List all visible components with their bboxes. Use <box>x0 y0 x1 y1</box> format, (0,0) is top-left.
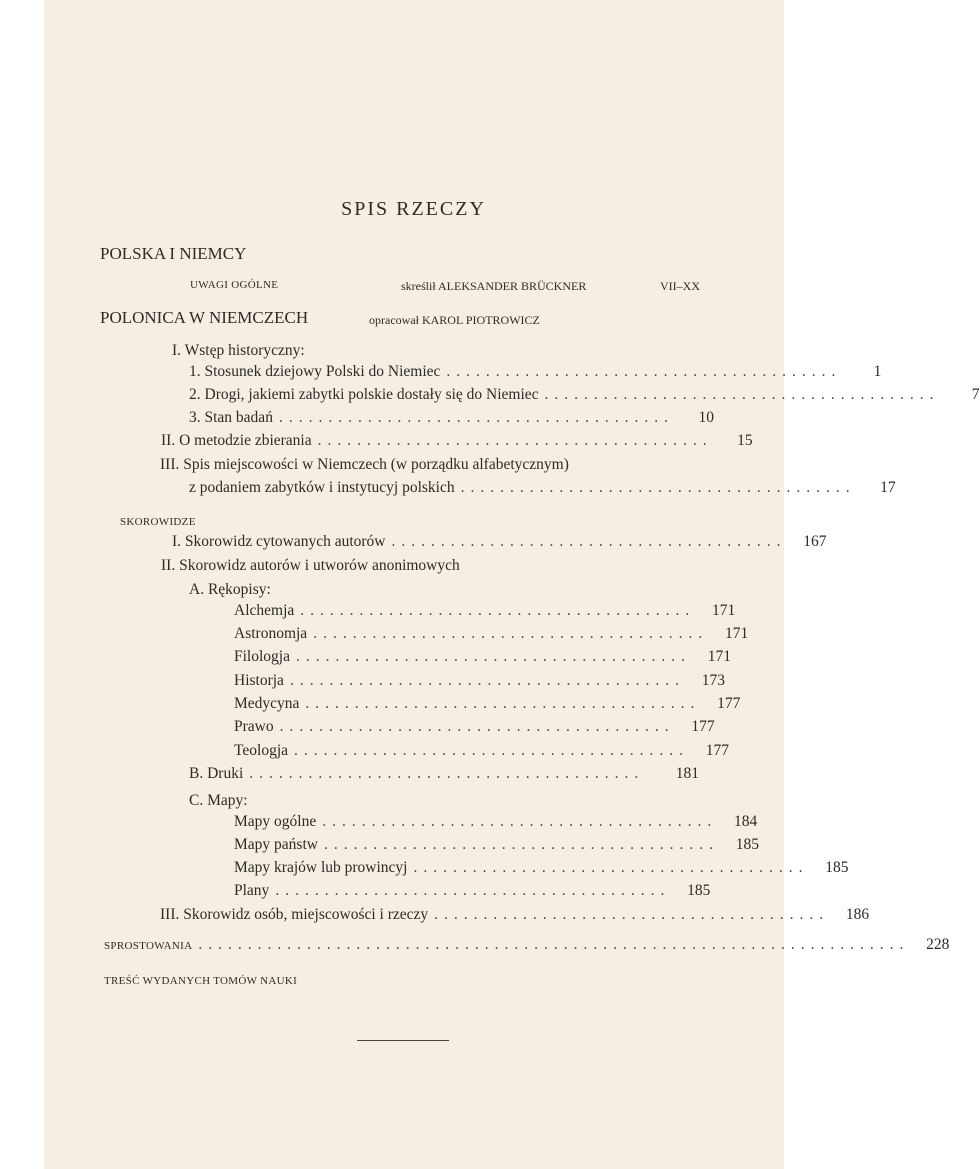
toc-entry-page: 177 <box>691 718 715 735</box>
leader-dots: ........................................ <box>446 363 842 380</box>
toc-entry-label: Historja <box>234 672 284 689</box>
toc-entry-label: I. Skorowidz cytowanych autorów <box>172 533 386 550</box>
toc-entry-label: z podaniem zabytków i instytucyj polskich <box>189 479 455 496</box>
leader-dots: ........................................ <box>317 432 713 449</box>
toc-entry-page: 177 <box>705 742 730 759</box>
toc-entry-label: 1. Stosunek dziejowy Polski do Niemiec <box>189 363 441 380</box>
toc-entry-page: 15 <box>737 432 753 449</box>
toc-entry-label: SPROSTOWANIA <box>104 940 193 952</box>
leader-dots: ........................................ <box>391 533 787 550</box>
leader-dots: ........................................ <box>279 718 675 735</box>
subsection-uwagi-ogolne: UWAGI OGÓLNE <box>190 279 279 291</box>
toc-entry <box>160 906 870 928</box>
leader-dots: ........................................ <box>278 409 674 426</box>
leader-dots: ........................................ <box>460 479 856 496</box>
toc-entry <box>234 672 725 694</box>
toc-entry-label: B. Druki <box>189 765 244 782</box>
leader-dots: ........................................ <box>544 386 940 403</box>
toc-entry-label: Mapy ogólne <box>234 813 317 830</box>
toc-entry-label: Plany <box>234 882 270 899</box>
section-heading-polonica: POLONICA W NIEMCZECH <box>100 308 309 327</box>
toc-entry-label: Astronomja <box>234 625 308 642</box>
section-heading-polska-i-niemcy: POLSKA I NIEMCY <box>100 244 247 263</box>
toc-entry-page: 186 <box>845 906 870 923</box>
toc-entry-page: 7 <box>971 386 980 403</box>
toc-entry <box>234 813 758 835</box>
leader-dots: ........................................................................ <box>198 936 910 953</box>
leader-dots: ........................................ <box>305 695 701 712</box>
toc-entry-label: Mapy krajów lub prowincyj <box>234 859 408 876</box>
toc-entry-page: 181 <box>675 765 699 782</box>
toc-entry-page: 185 <box>735 836 759 853</box>
toc-entry <box>234 859 849 881</box>
toc-entry <box>234 602 736 624</box>
toc-entry-page: 185 <box>687 882 711 899</box>
toc-entry <box>234 836 759 858</box>
section-heading-skorowidze: SKOROWIDZE <box>120 516 196 528</box>
toc-entry-page: 173 <box>701 672 725 689</box>
leader-dots: ........................................ <box>313 625 709 642</box>
toc-entry-page: 17 <box>880 479 896 496</box>
leader-dots: ........................................ <box>289 672 685 689</box>
toc-entry-label: 3. Stan badań <box>189 409 273 426</box>
leader-dots: ........................................ <box>294 742 690 759</box>
author-credit-piotrowicz: opracował KAROL PIOTROWICZ <box>369 313 540 327</box>
toc-entry <box>189 363 882 385</box>
leader-dots: ........................................ <box>323 836 719 853</box>
toc-entry-skorowidz-autorow: II. Skorowidz autorów i utworów anonimowych <box>161 557 460 574</box>
toc-entry-label: Medycyna <box>234 695 300 712</box>
leader-dots: ........................................ <box>295 648 691 665</box>
toc-entry-page: 185 <box>825 859 849 876</box>
toc-entry <box>234 625 749 647</box>
toc-entry-spis-miejscowosci: III. Spis miejscowości w Niemczech (w porządku alfabetycznym) <box>160 456 569 473</box>
toc-entry-page: 167 <box>803 533 827 550</box>
leader-dots: ........................................ <box>249 765 645 782</box>
leader-dots: ........................................ <box>413 859 809 876</box>
toc-entry <box>234 695 741 717</box>
leader-dots: ........................................ <box>322 813 718 830</box>
toc-entry-label: III. Skorowidz osób, miejscowości i rzeczy <box>160 906 429 923</box>
toc-entry-page: 228 <box>926 936 950 953</box>
toc-entry <box>234 882 711 904</box>
closing-rule <box>357 1040 449 1041</box>
toc-entry-label: Filologja <box>234 648 290 665</box>
toc-entry-label: 2. Drogi, jakiemi zabytki polskie dostały się do Niemiec <box>189 386 539 403</box>
toc-entry-page: 184 <box>733 813 758 830</box>
page-sheet <box>44 0 784 1169</box>
toc-entry <box>234 718 715 740</box>
toc-entry-tresc-wydanych-tomow: TREŚĆ WYDANYCH TOMÓW NAUKI <box>104 975 298 987</box>
toc-entry-page: 1 <box>873 363 882 380</box>
toc-entry <box>189 409 714 431</box>
toc-entry-label: Mapy państw <box>234 836 318 853</box>
toc-entry-page: 177 <box>717 695 741 712</box>
toc-entry <box>234 648 731 670</box>
author-credit-bruckner: skreślił ALEKSANDER BRÜCKNER <box>401 279 587 293</box>
toc-entry-page: 171 <box>724 625 749 642</box>
toc-entry-label: Alchemja <box>234 602 295 619</box>
toc-entry-label: Prawo <box>234 718 274 735</box>
toc-entry-mapy: C. Mapy: <box>189 792 248 809</box>
toc-entry <box>161 432 753 454</box>
toc-entry <box>172 533 827 555</box>
toc-entry-sprostowania <box>104 936 950 958</box>
toc-entry <box>234 742 730 764</box>
toc-entry <box>189 765 699 787</box>
toc-entry-page: 10 <box>698 409 714 426</box>
page-range-vii-xx: VII–XX <box>660 279 700 293</box>
toc-entry-wstep: I. Wstęp historyczny: <box>172 342 305 359</box>
leader-dots: ........................................ <box>275 882 671 899</box>
toc-entry <box>189 386 980 408</box>
toc-entry <box>189 479 896 501</box>
toc-entry-label: Teologja <box>234 742 289 759</box>
toc-entry-label: II. O metodzie zbierania <box>161 432 312 449</box>
page-title: SPIS RZECZY <box>341 198 486 220</box>
toc-entry-page: 171 <box>712 602 736 619</box>
leader-dots: ........................................ <box>300 602 696 619</box>
toc-entry-rekopisy: A. Rękopisy: <box>189 581 271 598</box>
leader-dots: ........................................ <box>434 906 830 923</box>
toc-entry-page: 171 <box>707 648 731 665</box>
